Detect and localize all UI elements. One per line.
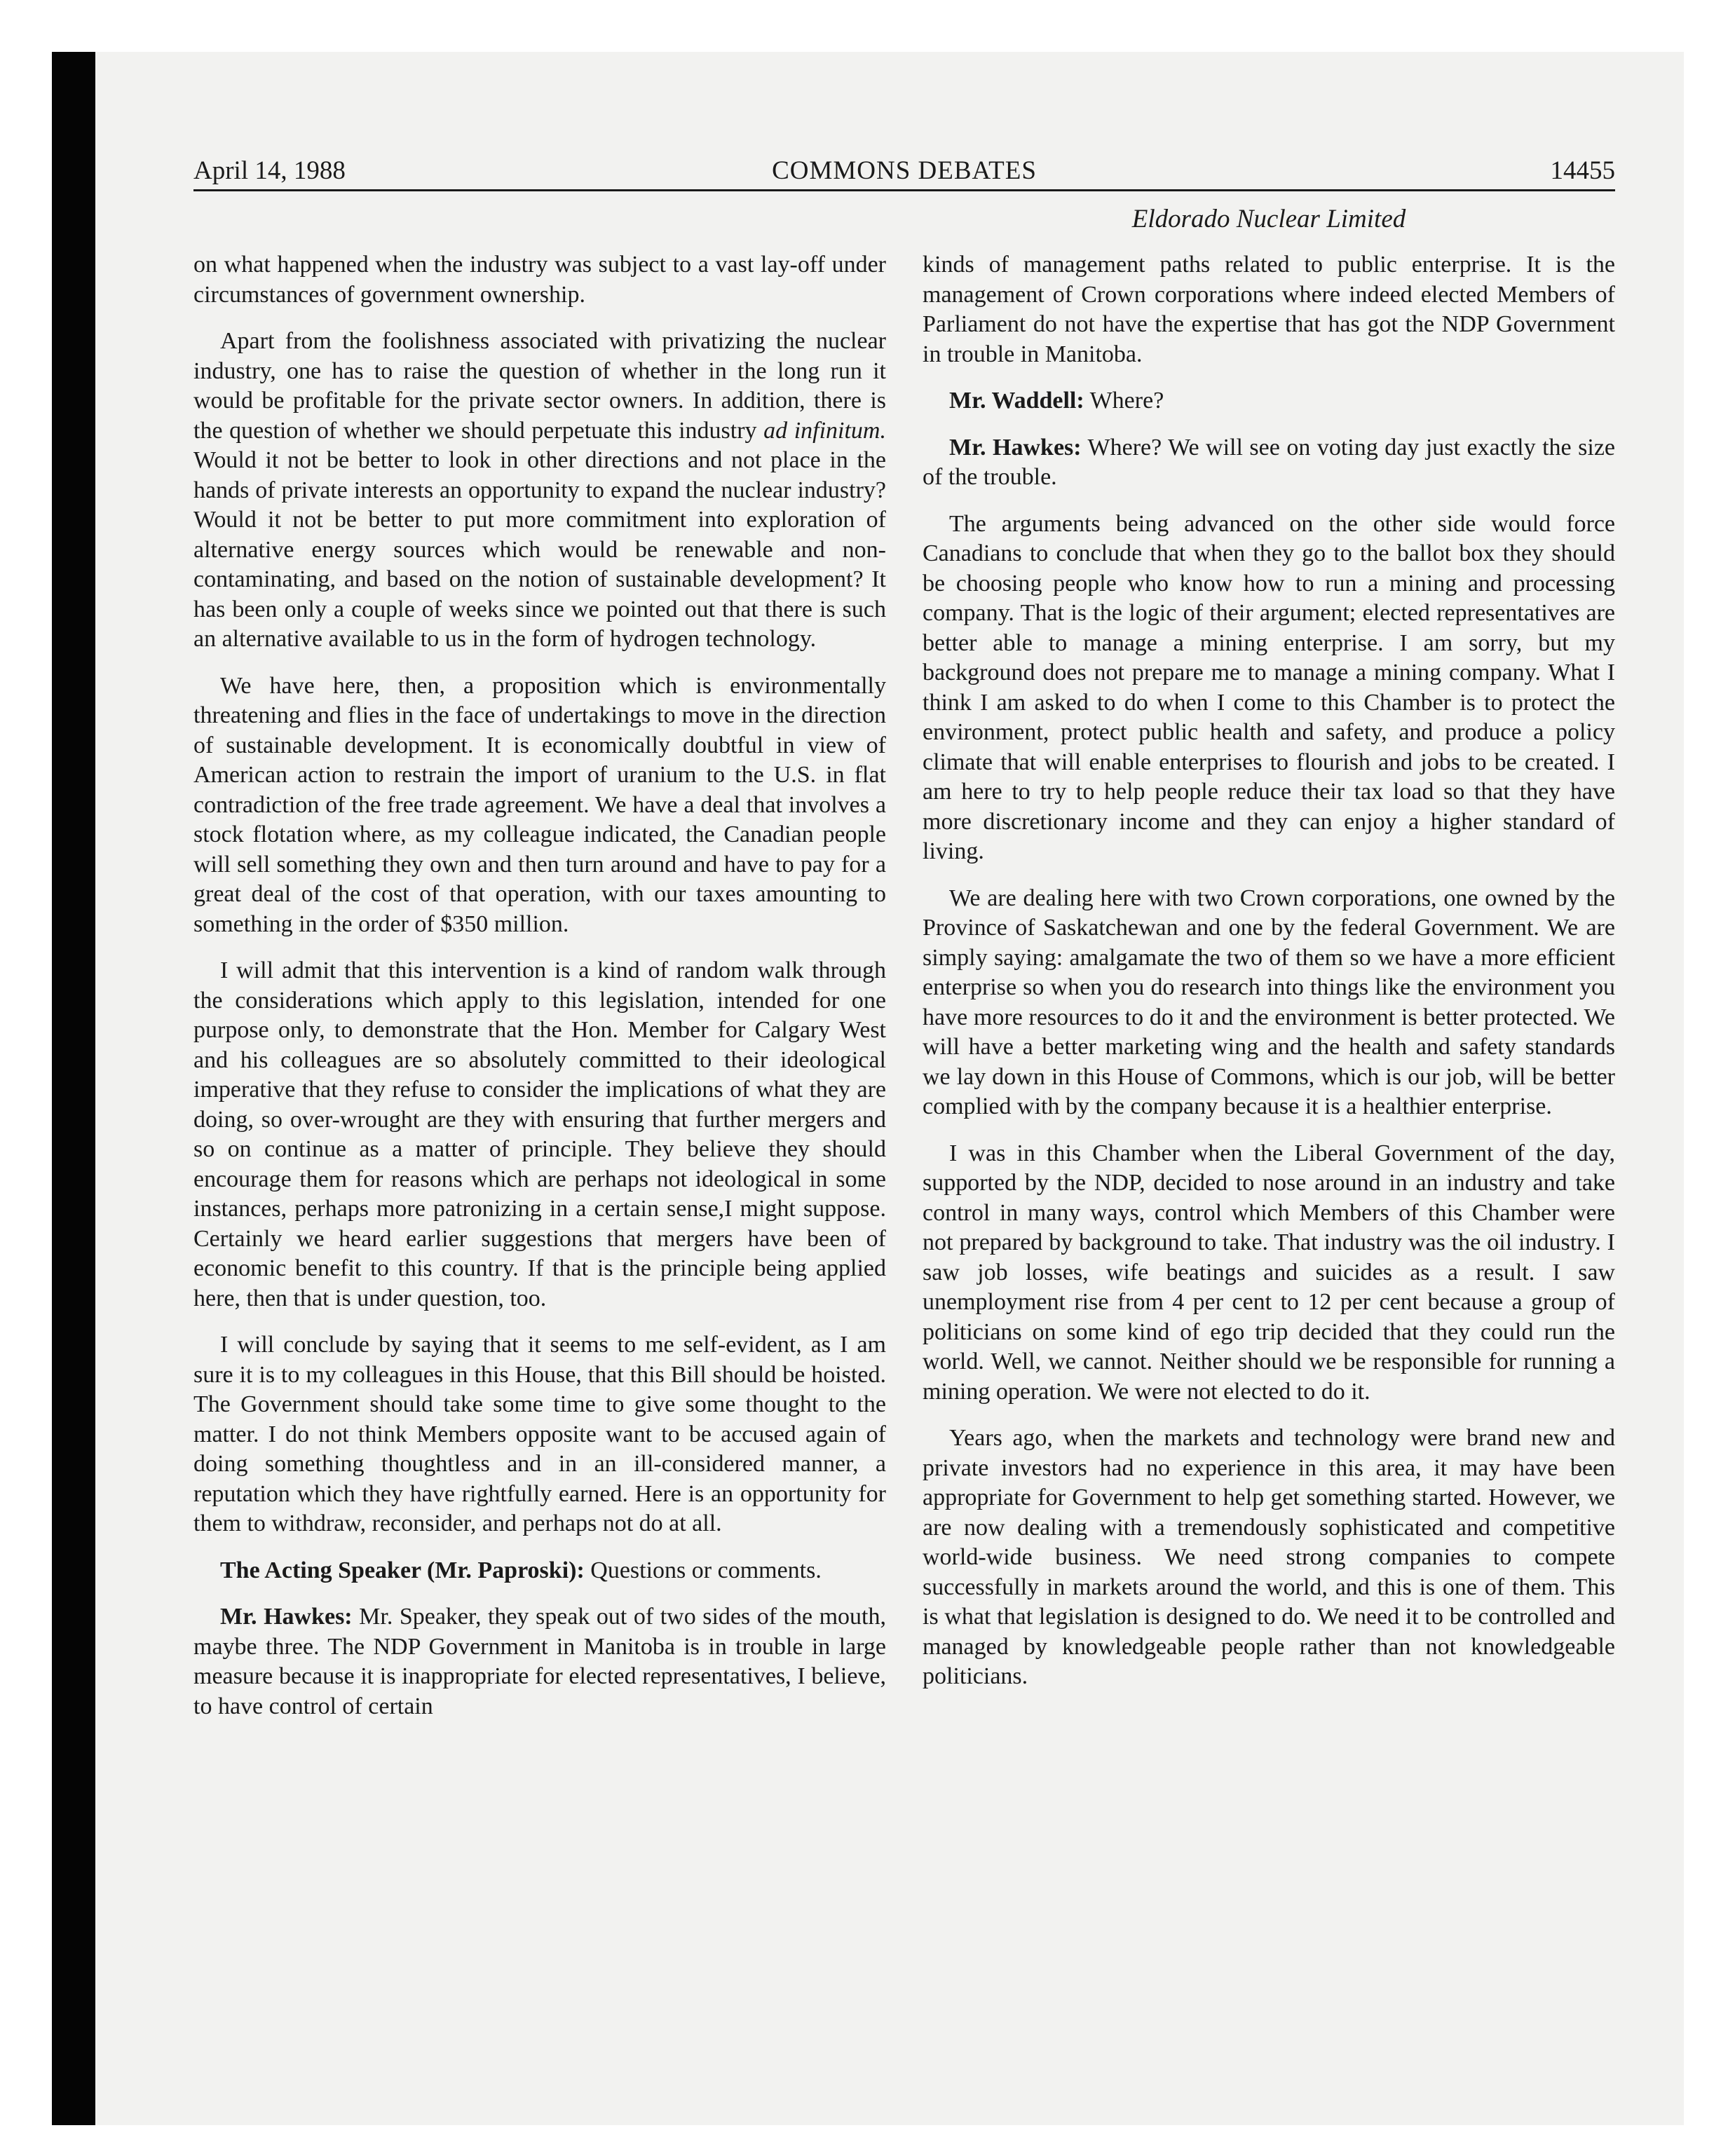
speech-text: Where? We will see on voting day just exactly the size of the trouble. <box>923 434 1615 490</box>
section-title: Eldorado Nuclear Limited <box>1131 205 1406 233</box>
speaker-paragraph <box>193 1602 886 1721</box>
paragraph: The arguments being advanced on the other side would force Canadians to conclude that when they go to the ballot box they should be choosing people who know how to run a mining and processing company. That is the logic of their argument; elected representatives are better able to manage a mining enterprise. I am sorry, but my background does not prepare me to manage a mining company. What I think I am asked to do when I come to this Chamber is to protect the environment, protect public health and safety, and produce a policy climate that will enable enterprises to flourish and jobs to be created. I am here to try to help people reduce their tax load so that they have more discretionary income and they can enjoy a higher standard of living. <box>923 510 1615 864</box>
speech-text: Where? <box>1089 388 1164 414</box>
header-page-number: 14455 <box>1550 156 1615 185</box>
paragraph: We are dealing here with two Crown corporations, one owned by the Province of Saskatchewan and one by the federal Government. We are simply saying: amalgamate the two of them so we have a more efficient enterprise so when you do research into things like the environment you have more resources to do it and the environment is better protected. We will have a better marketing wing and the health and safety standards we lay down in this House of Commons, which is our job, will be better complied with by the company because it is a healthier enterprise. <box>923 885 1615 1119</box>
scan-binding-edge <box>52 52 95 2125</box>
italic-phrase: ad infinitum. <box>763 417 886 444</box>
left-column <box>193 250 886 1738</box>
paragraph-text: Apart from the foolishness associated with privatizing the nuclear industry, one has to raise the question of whether in the long run it would be profitable for the private sector owners. In addition, there is the question of whether we should perpetuate this industry <box>193 328 886 444</box>
paragraph: kinds of management paths related to public enterprise. It is the management of Crown corporations where indeed elected Members of Parliament do not have the expertise that has got the NDP Government in trouble in Manitoba. <box>923 252 1615 367</box>
speaker-name: Mr. Waddell: <box>949 388 1084 414</box>
paragraph: I will admit that this intervention is a kind of random walk through the considerations which apply to this legislation, intended for one purpose only, to demonstrate that the Hon. Member for Calgary West and his colleagues are so absolutely committed to their ideological imperative that they refuse to consider the implications of what they are doing, so over-wrought are they with ensuring that further mergers and so on continue as a matter of principle. They believe they should encourage them for reasons which are perhaps not ideological in some instances, perhaps more patronizing in a certain sense,I might suppose. Certainly we heard earlier suggestions that mergers have been of economic benefit to this country. If that is the principle being applied here, then that is under question, too. <box>193 957 886 1311</box>
speaker-paragraph <box>923 386 1615 416</box>
speech-text: Questions or comments. <box>590 1557 822 1583</box>
paragraph: I was in this Chamber when the Liberal Government of the day, supported by the NDP, decided to nose around in an industry and take control in many ways, control which Members of this Chamber were not prepared by background to take. That industry was the oil industry. I saw job losses, wife beatings and suicides as a result. I saw unemployment rise from 4 per cent to 12 per cent because a group of politicians on some kind of ego trip decided that they could run the world. Well, we cannot. Neither should we be responsible for running a mining operation. We were not elected to do it. <box>923 1140 1615 1405</box>
header-title: COMMONS DEBATES <box>772 156 1037 185</box>
right-column <box>923 250 1615 1709</box>
speech-text: Mr. Speaker, they speak out of two sides of the mouth, maybe three. The NDP Government in Manitoba is in trouble in large measure because it is inappropriate for elected representatives, I believe, to have control of certain <box>193 1604 886 1719</box>
page-header <box>193 153 1615 191</box>
paragraph: I will conclude by saying that it seems to me self-evident, as I am sure it is to my colleagues in this House, that this Bill should be hoisted. The Government should take some time to give some thought to the matter. I do not think Members opposite want to be accused again of doing something thoughtless and in an ill-considered manner, a reputation which they have rightfully earned. Here is an opportunity for them to withdraw, reconsider, and perhaps not do at all. <box>193 1332 886 1536</box>
speaker-paragraph <box>923 433 1615 493</box>
paragraph: Years ago, when the markets and technology were brand new and private investors had no experience in this area, it may have been appropriate for Government to help get something started. However, we are now dealing with a tremendously sophisticated and competitive world-wide business. We need strong companies to compete successfully in markets around the world, and this is one of them. This is what that legislation is designed to do. We need it to be controlled and managed by knowledgeable people rather than not knowledgeable politicians. <box>923 1425 1615 1689</box>
paragraph-text: Would it not be better to look in other directions and not place in the hands of private interests an opportunity to expand the nuclear industry? Would it not be better to put more commitment into exploration of alternative energy sources which would be renewable and non-contaminating, and based on the notion of sustainable development? It has been only a couple of weeks since we pointed out that there is such an alternative available to us in the form of hydrogen technology. <box>193 447 886 652</box>
paragraph <box>193 327 886 655</box>
speaker-name: Mr. Hawkes: <box>220 1604 353 1630</box>
speaker-name: Mr. Hawkes: <box>949 434 1082 460</box>
speaker-paragraph <box>193 1556 886 1586</box>
paragraph: We have here, then, a proposition which is environmentally threatening and flies in the face of undertakings to move in the direction of sustainable development. It is economically doubtful in view of American action to restrain the import of uranium to the U.S. in flat contradiction of the free trade agreement. We have a deal that involves a stock flotation where, as my colleague indicated, the Canadian people will sell something they own and then turn around and have to pay for a great deal of the cost of that operation, with our taxes amounting to something in the order of $350 million. <box>193 672 886 937</box>
paragraph: on what happened when the industry was subject to a vast lay-off under circumstances of government ownership. <box>193 252 886 308</box>
speaker-name: The Acting Speaker (Mr. Paproski): <box>220 1557 585 1583</box>
header-date: April 14, 1988 <box>193 156 346 185</box>
